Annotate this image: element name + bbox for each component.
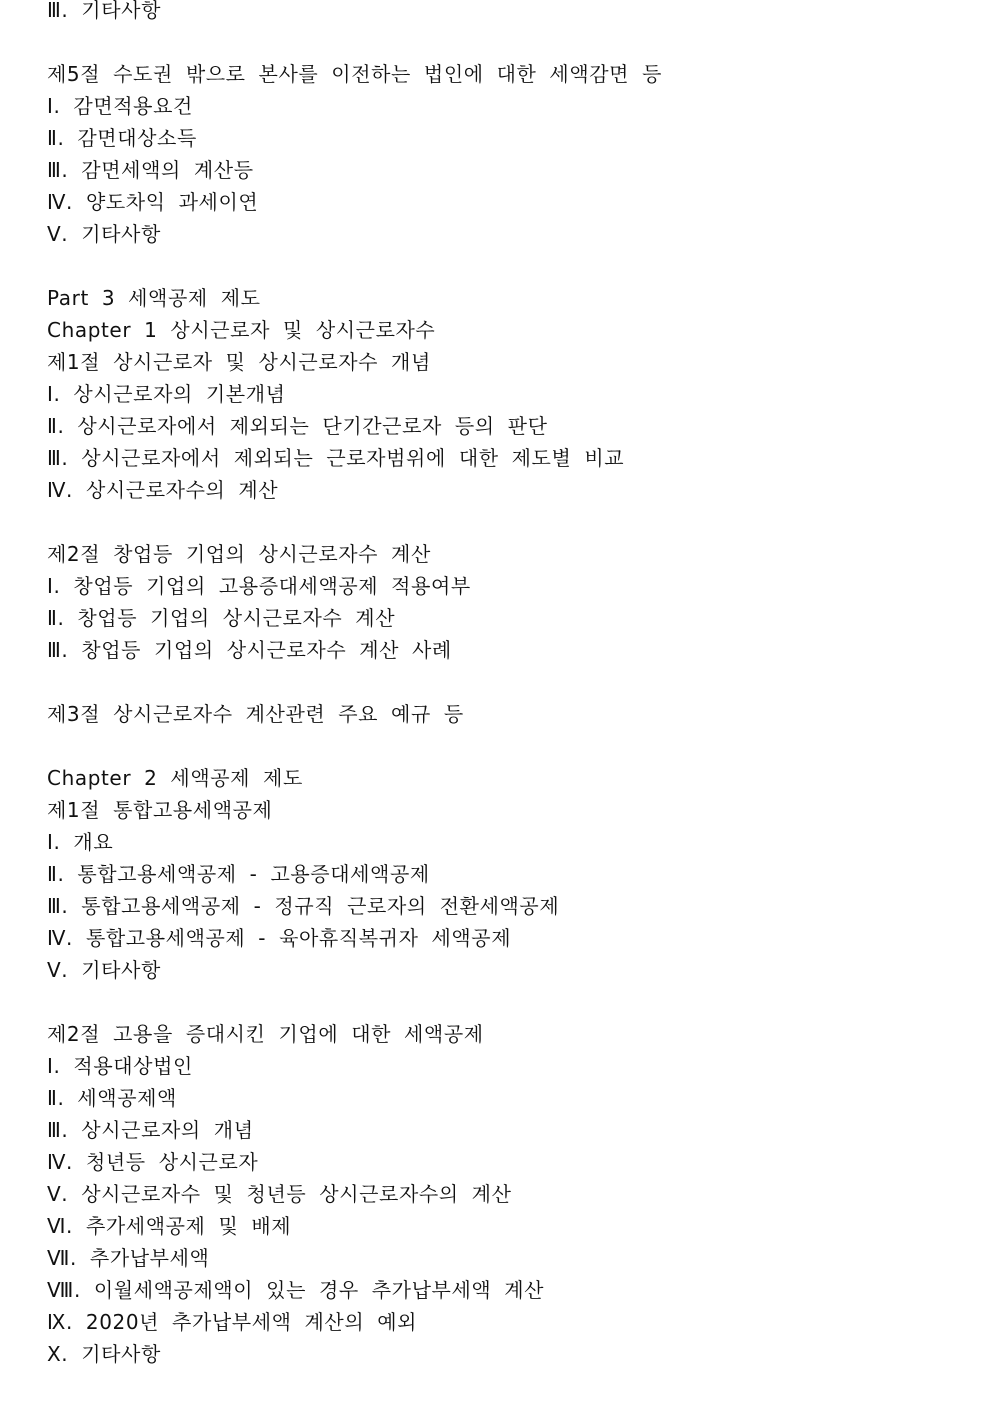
chapter-heading: Chapter 1 상시근로자 및 상시근로자수 — [47, 318, 436, 342]
toc-item: Ⅰ. 상시근로자의 기본개념 — [47, 382, 286, 406]
toc-item: Ⅶ. 추가납부세액 — [47, 1246, 210, 1270]
part-heading: Part 3 세액공제 제도 — [47, 286, 261, 310]
toc-item: Ⅱ. 상시근로자에서 제외되는 단기간근로자 등의 판단 — [47, 414, 548, 438]
blank-line — [47, 250, 972, 282]
section-heading: 제1절 상시근로자 및 상시근로자수 개념 — [47, 350, 431, 374]
section-heading: 제1절 통합고용세액공제 — [47, 798, 273, 822]
toc-item: Ⅵ. 추가세액공제 및 배제 — [47, 1214, 292, 1238]
toc-item: Ⅱ. 감면대상소득 — [47, 126, 197, 150]
toc-item: Ⅲ. 창업등 기업의 상시근로자수 계산 사례 — [47, 638, 452, 662]
section-heading: 제5절 수도권 밖으로 본사를 이전하는 법인에 대한 세액감면 등 — [47, 62, 662, 86]
toc-item: Ⅸ. 2020년 추가납부세액 계산의 예외 — [47, 1310, 418, 1334]
toc-item: Ⅳ. 양도차익 과세이연 — [47, 190, 259, 214]
blank-line — [47, 666, 972, 698]
toc-item: Ⅳ. 청년등 상시근로자 — [47, 1150, 259, 1174]
section-heading: 제3절 상시근로자수 계산관련 주요 예규 등 — [47, 702, 464, 726]
toc-item: Ⅴ. 기타사항 — [47, 222, 161, 246]
blank-line — [47, 986, 972, 1018]
chapter-heading: Chapter 2 세액공제 제도 — [47, 766, 303, 790]
toc-item: Ⅲ. 통합고용세액공제 - 정규직 근로자의 전환세액공제 — [47, 894, 560, 918]
table-of-contents — [47, 0, 972, 1370]
toc-item: Ⅰ. 감면적용요건 — [47, 94, 193, 118]
section-heading: 제2절 고용을 증대시킨 기업에 대한 세액공제 — [47, 1022, 484, 1046]
blank-line — [47, 26, 972, 58]
toc-item: Ⅰ. 개요 — [47, 830, 114, 854]
toc-item: Ⅷ. 이월세액공제액이 있는 경우 추가납부세액 계산 — [47, 1278, 545, 1302]
toc-item: Ⅱ. 세액공제액 — [47, 1086, 177, 1110]
toc-item: Ⅴ. 상시근로자수 및 청년등 상시근로자수의 계산 — [47, 1182, 512, 1206]
toc-item: Ⅲ. 상시근로자에서 제외되는 근로자범위에 대한 제도별 비교 — [47, 446, 625, 470]
toc-item: Ⅰ. 창업등 기업의 고용증대세액공제 적용여부 — [47, 574, 471, 598]
toc-item: Ⅲ. 기타사항 — [47, 0, 161, 22]
toc-item: Ⅱ. 통합고용세액공제 - 고용증대세액공제 — [47, 862, 430, 886]
toc-item: Ⅲ. 상시근로자의 개념 — [47, 1118, 254, 1142]
toc-item: Ⅱ. 창업등 기업의 상시근로자수 계산 — [47, 606, 396, 630]
toc-item: Ⅹ. 기타사항 — [47, 1342, 161, 1366]
blank-line — [47, 730, 972, 762]
toc-item: Ⅰ. 적용대상법인 — [47, 1054, 193, 1078]
toc-item: Ⅳ. 통합고용세액공제 - 육아휴직복귀자 세액공제 — [47, 926, 512, 950]
toc-item: Ⅳ. 상시근로자수의 계산 — [47, 478, 279, 502]
toc-item: Ⅲ. 감면세액의 계산등 — [47, 158, 254, 182]
blank-line — [47, 506, 972, 538]
toc-item: Ⅴ. 기타사항 — [47, 958, 161, 982]
section-heading: 제2절 창업등 기업의 상시근로자수 계산 — [47, 542, 431, 566]
